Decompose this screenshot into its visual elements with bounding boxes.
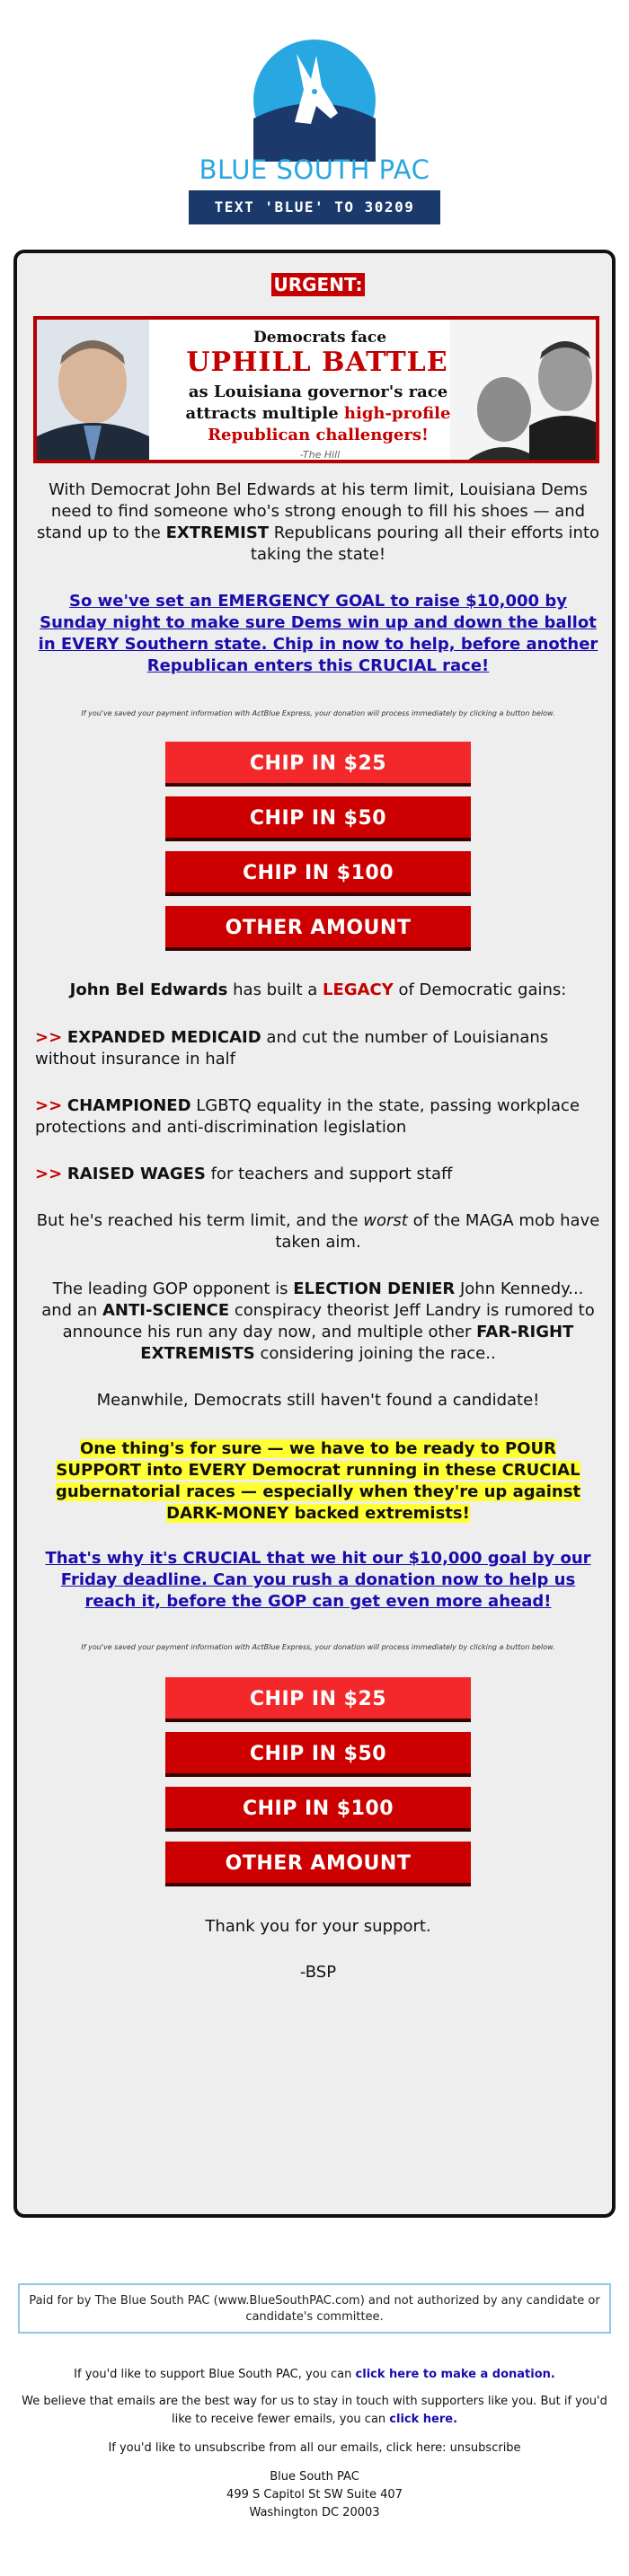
donation-link-2[interactable]: That's why it's CRUCIAL that we hit our $10,000 goal by our Friday deadline. Can you rush a donation now to help us reach it, before the GOP can get even more ahead! [45, 1549, 591, 1611]
hero-headline-4b: high-profile [343, 404, 451, 423]
chip-in-25-button[interactable]: CHIP IN $25 [165, 742, 471, 787]
hero-banner[interactable] [33, 316, 599, 463]
opp-text-g: considering joining the race.. [254, 1344, 496, 1363]
term-text-a: But he's reached his term limit, and the [36, 1211, 364, 1230]
chip-in-50-button[interactable]: CHIP IN $50 [165, 796, 471, 841]
address-city: Washington DC 20003 [249, 2506, 380, 2519]
chip-in-25-button[interactable]: CHIP IN $25 [165, 1677, 471, 1722]
hero-headline-3: as Louisiana governor's race [188, 382, 448, 401]
bullet-text: LGBTQ equality in the state, passing workplace protections and anti-discrimination legislation [35, 1096, 580, 1137]
hero-headline-1: Democrats face [252, 329, 387, 347]
bullet-marker: >> [35, 1096, 63, 1115]
intro-text-a: With Democrat John Bel Edwards at his term limit, Louisiana Dems need to find someone who's strong enough to fill his shoes — and stand up to the [36, 480, 588, 542]
chip-in-100-button[interactable]: CHIP IN $100 [165, 851, 471, 896]
paid-for-by-disclaimer: Paid for by The Blue South PAC (www.BlueSouthPAC.com) and not authorized by any candidate or candidate's committee. [18, 2283, 611, 2334]
hero-headline-2: UPHILL BATTLE [186, 347, 448, 378]
other-amount-button[interactable]: OTHER AMOUNT [165, 906, 471, 951]
opponents-paragraph [35, 1279, 601, 1365]
opp-text-f: FAR-RIGHT EXTREMISTS [140, 1323, 574, 1363]
logo [180, 36, 449, 228]
intro-text-c: Republicans pouring all their efforts into taking the state! [250, 523, 600, 564]
bullet-bold: CHAMPIONED [66, 1096, 191, 1115]
opp-text-d: ANTI-SCIENCE [102, 1301, 230, 1320]
term-text-b: worst [363, 1211, 408, 1230]
hero-headline-4a: attracts multiple [185, 404, 344, 423]
bullet-medicaid [35, 1027, 601, 1070]
bullet-text: for teachers and support staff [205, 1165, 453, 1183]
emails-line [18, 2393, 611, 2429]
opp-text-e: conspiracy theorist Jeff Landry is rumored to announce his run any day now, and multiple other [62, 1301, 595, 1341]
thanks-text: Thank you for your support. [205, 1917, 431, 1936]
legacy-name: John Bel Edwards [69, 980, 228, 999]
signoff-text: -BSP [299, 1963, 337, 1982]
logo-title: BLUE SOUTH PAC [199, 154, 430, 185]
no-candidate-text: Meanwhile, Democrats still haven't found a candidate! [96, 1391, 540, 1410]
highlight-text: One thing's for sure — we have to be ready to POUR SUPPORT into EVERY Democrat running in these CRUCIAL gubernatorial races — especially when they're up against DARK-MONEY backed extremists! [55, 1439, 581, 1523]
bullet-wages [35, 1164, 601, 1185]
other-amount-button[interactable]: OTHER AMOUNT [165, 1842, 471, 1886]
legacy-heading [35, 980, 601, 1001]
term-limit-paragraph [35, 1210, 601, 1253]
bullet-bold: RAISED WAGES [66, 1165, 206, 1183]
intro-paragraph [35, 479, 601, 566]
intro-text-b: EXTREMIST [165, 523, 270, 542]
bullet-bold: EXPANDED MEDICAID [66, 1028, 261, 1047]
fewer-emails-link[interactable]: click here. [389, 2413, 458, 2426]
highlight-paragraph [35, 1438, 601, 1525]
hero-headline-5: Republican challengers! [208, 426, 429, 444]
legacy-text: has built a [227, 980, 323, 999]
donkey-logo-icon [180, 36, 449, 162]
legacy-word: LEGACY [323, 980, 394, 999]
bullet-marker: >> [35, 1028, 63, 1047]
legacy-text-end: of Democratic gains: [393, 980, 567, 999]
bullet-lgbtq [35, 1095, 601, 1139]
opp-text-b: ELECTION DENIER [293, 1279, 456, 1298]
donation-link-1[interactable]: So we've set an EMERGENCY GOAL to raise $10,000 by Sunday night to make sure Dems win up and down the ballot in EVERY Southern state. Chip in now to help, before another Republican enters this CRUCIAL race! [38, 592, 598, 675]
address-street: 499 S Capitol St SW Suite 407 [226, 2488, 403, 2501]
support-line [18, 2366, 611, 2384]
opp-text-a: The leading GOP opponent is [52, 1279, 294, 1298]
bullet-text: and cut the number of Louisianans without insurance in half [35, 1028, 549, 1068]
urgent-badge: URGENT: [271, 273, 365, 296]
chip-in-100-button[interactable]: CHIP IN $100 [165, 1787, 471, 1832]
address-name: Blue South PAC [270, 2470, 359, 2484]
hero-headline-4 [143, 404, 493, 423]
term-text-c: of the MAGA mob have taken aim. [275, 1211, 600, 1252]
logo-banner: TEXT 'BLUE' TO 30209 [189, 190, 440, 224]
bullet-marker: >> [35, 1165, 63, 1183]
unsubscribe-line[interactable]: If you'd like to unsubscribe from all our emails, click here: unsubscribe [108, 2441, 521, 2455]
actblue-note-1: If you've saved your payment information with ActBlue Express, your donation will process immediately by clicking a button below. [81, 709, 555, 717]
support-text: If you'd like to support Blue South PAC, you can [74, 2368, 356, 2381]
email-body [13, 250, 616, 2218]
hero-source: -The Hill [299, 449, 341, 461]
emails-text: We believe that emails are the best way for us to stay in touch with supporters like you. But if you'd like to receive fewer emails, you can [22, 2395, 607, 2426]
donation-footer-link[interactable]: click here to make a donation. [355, 2368, 555, 2381]
chip-in-50-button[interactable]: CHIP IN $50 [165, 1732, 471, 1777]
actblue-note-2: If you've saved your payment information with ActBlue Express, your donation will process immediately by clicking a button below. [81, 1643, 555, 1651]
opp-text-c: John Kennedy... and an [41, 1279, 584, 1320]
